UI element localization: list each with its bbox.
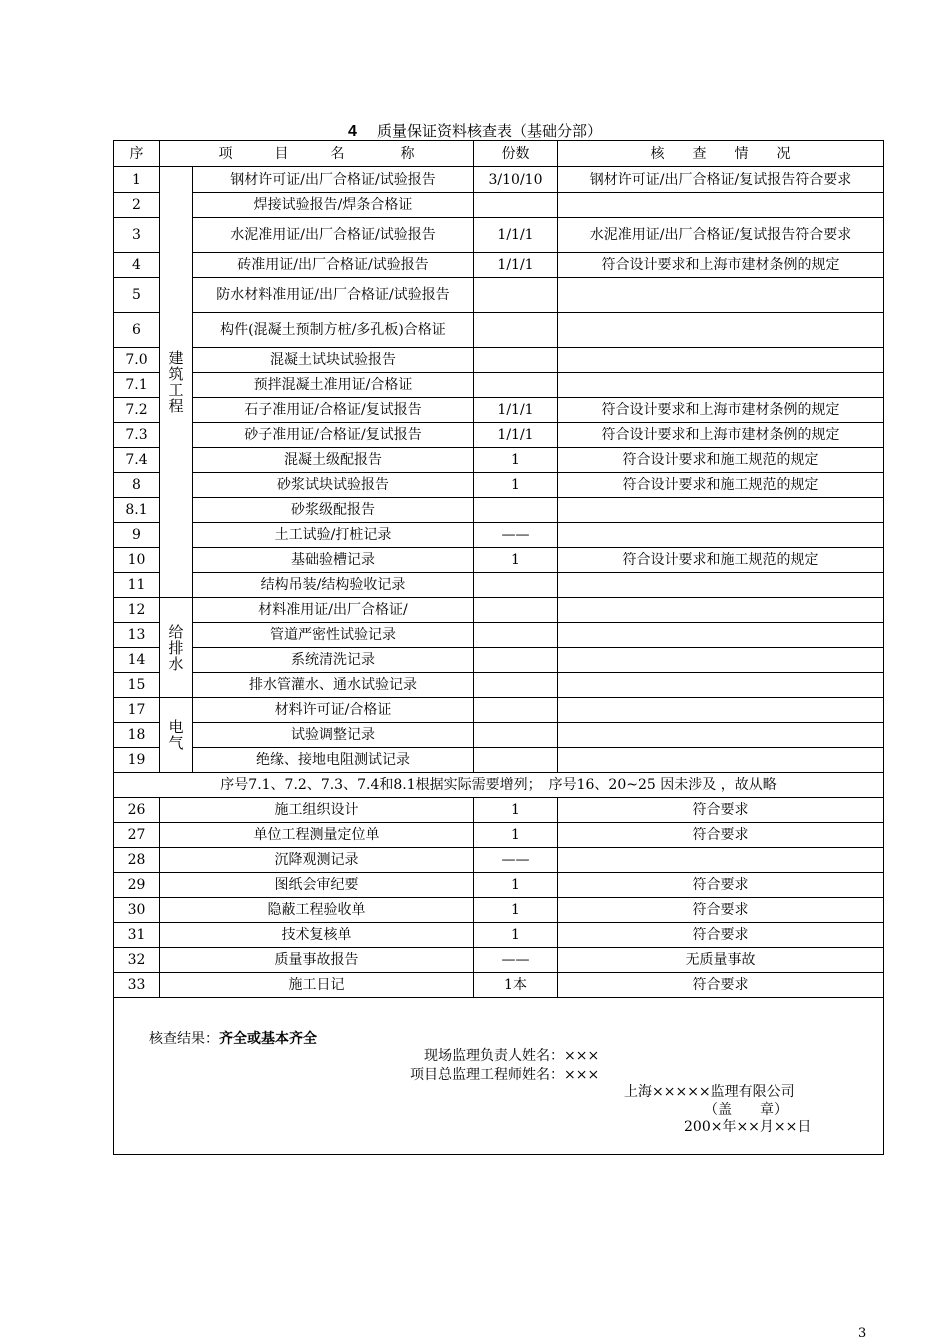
table-note: 序号7.1、7.2、7.3、7.4和8.1根据实际需要增列； 序号16、20~25 因未涉及 ，故从略 (114, 773, 884, 798)
row-item-name: 防水材料准用证/出厂合格证/试验报告 (193, 278, 474, 313)
row-seq: 33 (114, 973, 160, 998)
row-item-name: 砂浆试块试验报告 (193, 473, 474, 498)
table-row (114, 448, 884, 473)
row-seq: 3 (114, 218, 160, 253)
result-label: 核查结果： (149, 1031, 219, 1047)
page-number: 3 (858, 1326, 867, 1341)
row-check: 无质量事故 (558, 948, 884, 973)
header-item: 项 目 名 称 (160, 141, 474, 167)
row-check: 符合设计要求和上海市建材条例的规定 (558, 423, 884, 448)
row-seq: 13 (114, 623, 160, 648)
row-count (474, 748, 558, 773)
table-row (114, 313, 884, 348)
row-check (558, 498, 884, 523)
row-count: 1 (474, 823, 558, 848)
header-seq: 序 (114, 141, 160, 167)
row-count: 1 (474, 548, 558, 573)
row-check (558, 673, 884, 698)
table-row (114, 498, 884, 523)
row-count: 1/1/1 (474, 218, 558, 253)
row-check (558, 373, 884, 398)
row-item-name: 管道严密性试验记录 (193, 623, 474, 648)
table-row (114, 253, 884, 278)
row-item-name: 材料准用证/出厂合格证/ (193, 598, 474, 623)
row-check: 符合要求 (558, 898, 884, 923)
row-item-name: 基础验槽记录 (193, 548, 474, 573)
row-item-name: 混凝土试块试验报告 (193, 348, 474, 373)
row-seq: 27 (114, 823, 160, 848)
row-check (558, 723, 884, 748)
table-row (114, 648, 884, 673)
table-row (114, 473, 884, 498)
row-count (474, 598, 558, 623)
row-count (474, 348, 558, 373)
table-row (114, 218, 884, 253)
row-item-name: 构件(混凝土预制方桩/多孔板)合格证 (193, 313, 474, 348)
table-row (114, 348, 884, 373)
row-check: 符合要求 (558, 798, 884, 823)
row-item-name: 绝缘、接地电阻测试记录 (193, 748, 474, 773)
row-count: 1 (474, 873, 558, 898)
row-seq: 11 (114, 573, 160, 598)
result-value: 齐全或基本齐全 (219, 1031, 317, 1047)
table-row (114, 748, 884, 773)
title-text: 质量保证资料核查表（基础分部） (376, 122, 602, 140)
row-check: 符合设计要求和上海市建材条例的规定 (558, 398, 884, 423)
header-count: 份数 (474, 141, 558, 167)
result-label-line (149, 1031, 317, 1047)
row-check (558, 193, 884, 218)
row-count: 1/1/1 (474, 253, 558, 278)
row-check: 符合要求 (558, 873, 884, 898)
row-check: 符合要求 (558, 823, 884, 848)
row-seq: 14 (114, 648, 160, 673)
row-count (474, 723, 558, 748)
row-item-name: 混凝土级配报告 (193, 448, 474, 473)
row-seq: 5 (114, 278, 160, 313)
row-item-name: 质量事故报告 (160, 948, 474, 973)
row-count: 1本 (474, 973, 558, 998)
row-seq: 7.2 (114, 398, 160, 423)
row-seq: 7.3 (114, 423, 160, 448)
row-check (558, 573, 884, 598)
table-row (114, 823, 884, 848)
row-seq: 12 (114, 598, 160, 623)
row-count (474, 623, 558, 648)
table-row (114, 923, 884, 948)
table-row (114, 423, 884, 448)
company-name: 上海×××××监理有限公司 (624, 1084, 795, 1100)
row-count (474, 313, 558, 348)
row-count: 1 (474, 473, 558, 498)
category-label: 建筑工程 (168, 349, 184, 415)
table-row (114, 898, 884, 923)
row-count: 1/1/1 (474, 423, 558, 448)
row-item-name: 技术复核单 (160, 923, 474, 948)
row-seq: 31 (114, 923, 160, 948)
row-seq: 2 (114, 193, 160, 218)
row-count (474, 193, 558, 218)
table-row (114, 673, 884, 698)
row-item-name: 图纸会审纪要 (160, 873, 474, 898)
row-check: 符合要求 (558, 973, 884, 998)
row-item-name: 材料许可证/合格证 (193, 698, 474, 723)
row-count: —— (474, 948, 558, 973)
row-seq: 32 (114, 948, 160, 973)
row-count: 1 (474, 898, 558, 923)
row-check (558, 623, 884, 648)
row-item-name: 钢材许可证/出厂合格证/试验报告 (193, 167, 474, 193)
table-row (114, 948, 884, 973)
row-item-name: 预拌混凝土准用证/合格证 (193, 373, 474, 398)
chief-engineer-name: 项目总监理工程师姓名：××× (410, 1067, 600, 1083)
row-check (558, 598, 884, 623)
row-count (474, 698, 558, 723)
row-count: 1 (474, 798, 558, 823)
row-seq: 4 (114, 253, 160, 278)
table-row (114, 548, 884, 573)
row-item-name: 施工组织设计 (160, 798, 474, 823)
row-check (558, 698, 884, 723)
category-drainage (160, 598, 193, 698)
row-item-name: 砖准用证/出厂合格证/试验报告 (193, 253, 474, 278)
row-check (558, 348, 884, 373)
table-row (114, 167, 884, 193)
row-item-name: 施工日记 (160, 973, 474, 998)
row-item-name: 焊接试验报告/焊条合格证 (193, 193, 474, 218)
category-building (160, 167, 193, 598)
row-count: 1 (474, 448, 558, 473)
row-seq: 17 (114, 698, 160, 723)
title-number: 4 (348, 123, 357, 140)
document-title (0, 120, 950, 141)
row-check (558, 648, 884, 673)
row-count: —— (474, 523, 558, 548)
table-row (114, 798, 884, 823)
row-check (558, 313, 884, 348)
row-item-name: 沉降观测记录 (160, 848, 474, 873)
row-item-name: 土工试验/打桩记录 (193, 523, 474, 548)
row-seq: 26 (114, 798, 160, 823)
row-seq: 1 (114, 167, 160, 193)
row-check (558, 748, 884, 773)
row-item-name: 试验调整记录 (193, 723, 474, 748)
row-count: 3/10/10 (474, 167, 558, 193)
row-check: 符合设计要求和施工规范的规定 (558, 548, 884, 573)
row-seq: 28 (114, 848, 160, 873)
sign-date: 200×年××月××日 (684, 1119, 812, 1135)
row-item-name: 单位工程测量定位单 (160, 823, 474, 848)
row-item-name: 排水管灌水、通水试验记录 (193, 673, 474, 698)
row-seq: 6 (114, 313, 160, 348)
table-row (114, 398, 884, 423)
row-count: 1/1/1 (474, 398, 558, 423)
table-row (114, 573, 884, 598)
table-row (114, 723, 884, 748)
table-row (114, 193, 884, 218)
row-count (474, 648, 558, 673)
row-item-name: 结构吊装/结构验收记录 (193, 573, 474, 598)
result-row (114, 998, 884, 1155)
table-row (114, 598, 884, 623)
row-item-name: 系统清洗记录 (193, 648, 474, 673)
category-label: 电气 (168, 718, 184, 752)
row-seq: 19 (114, 748, 160, 773)
row-item-name: 砂子准用证/合格证/复试报告 (193, 423, 474, 448)
result-cell (114, 998, 884, 1155)
row-check: 符合设计要求和上海市建材条例的规定 (558, 253, 884, 278)
supervisor-name: 现场监理负责人姓名：××× (424, 1048, 600, 1064)
row-seq: 7.0 (114, 348, 160, 373)
row-seq: 8.1 (114, 498, 160, 523)
row-item-name: 石子准用证/合格证/复试报告 (193, 398, 474, 423)
header-row (114, 141, 884, 167)
table-row (114, 523, 884, 548)
note-row (114, 773, 884, 798)
row-count (474, 278, 558, 313)
table-row (114, 623, 884, 648)
row-seq: 10 (114, 548, 160, 573)
row-seq: 7.1 (114, 373, 160, 398)
row-count: 1 (474, 923, 558, 948)
table-row (114, 698, 884, 723)
row-seq: 9 (114, 523, 160, 548)
row-count (474, 498, 558, 523)
row-item-name: 砂浆级配报告 (193, 498, 474, 523)
row-seq: 29 (114, 873, 160, 898)
category-label: 给排水 (168, 622, 184, 673)
category-electric (160, 698, 193, 773)
row-seq: 8 (114, 473, 160, 498)
table-row (114, 873, 884, 898)
quality-check-table (113, 140, 884, 1155)
row-seq: 7.4 (114, 448, 160, 473)
table-row (114, 373, 884, 398)
table-row (114, 278, 884, 313)
row-check (558, 848, 884, 873)
row-check (558, 278, 884, 313)
header-check: 核 查 情 况 (558, 141, 884, 167)
row-check (558, 523, 884, 548)
row-check: 钢材许可证/出厂合格证/复试报告符合要求 (558, 167, 884, 193)
table-row (114, 848, 884, 873)
row-check: 水泥准用证/出厂合格证/复试报告符合要求 (558, 218, 884, 253)
result-block (114, 998, 883, 1154)
row-seq: 18 (114, 723, 160, 748)
row-check: 符合设计要求和施工规范的规定 (558, 448, 884, 473)
row-count (474, 373, 558, 398)
row-count: —— (474, 848, 558, 873)
row-check: 符合要求 (558, 923, 884, 948)
row-seq: 30 (114, 898, 160, 923)
row-count (474, 573, 558, 598)
row-count (474, 673, 558, 698)
row-seq: 15 (114, 673, 160, 698)
table-row (114, 973, 884, 998)
row-check: 符合设计要求和施工规范的规定 (558, 473, 884, 498)
row-item-name: 水泥准用证/出厂合格证/试验报告 (193, 218, 474, 253)
seal-label: （盖 章） (704, 1102, 788, 1118)
row-item-name: 隐蔽工程验收单 (160, 898, 474, 923)
